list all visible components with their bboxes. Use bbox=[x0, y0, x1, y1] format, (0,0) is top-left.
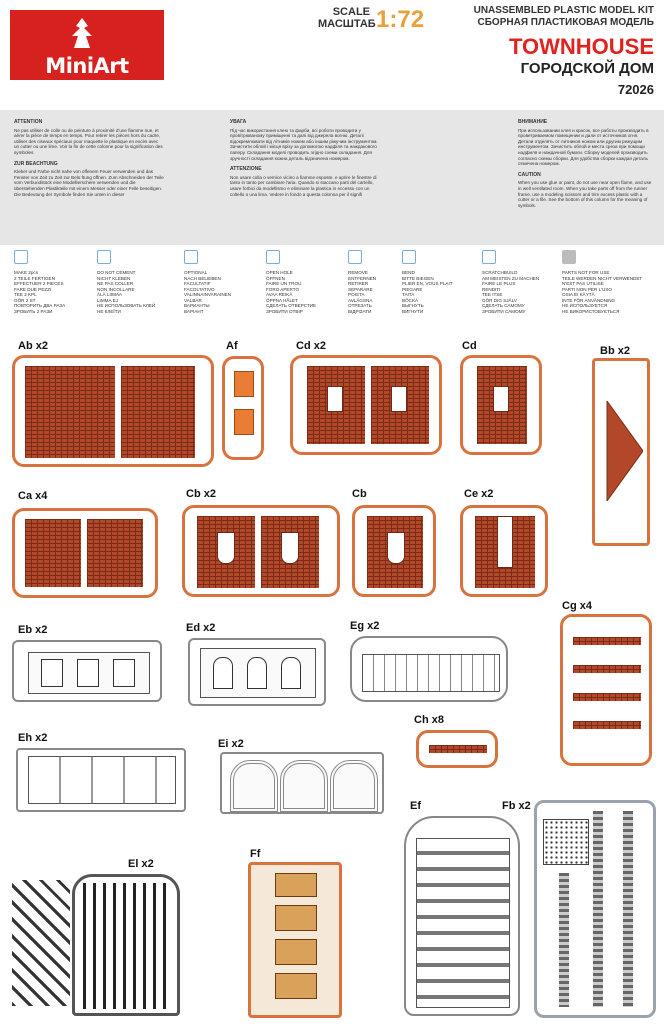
symbols-legend bbox=[0, 250, 664, 330]
sprue-label: Bb x2 bbox=[600, 345, 630, 357]
symbol-item bbox=[402, 250, 472, 314]
arch-part bbox=[280, 760, 328, 812]
gable-part bbox=[599, 401, 643, 501]
notice-text: Ne pas utiliser de colle ou de peinture à proximité d'une flamme nue, et aérer la pièce de temps en temps. Pour retirer les pièces hors du cadre, utiliser des ciseaux spéciaux pour maquette le plastique en excès avec un cutter ou une lime. Voir la fin de cette colonne pour la signification des symboles bbox=[14, 127, 163, 155]
window-frame-part bbox=[28, 652, 150, 694]
notice-heading: ZUR BEACHTUNG bbox=[14, 160, 58, 167]
sprue-cd bbox=[460, 355, 542, 455]
ledge-part bbox=[573, 637, 641, 645]
wall-part bbox=[371, 366, 429, 444]
sprue-eh bbox=[16, 748, 186, 812]
kit-title-en: UNASSEMBLED PLASTIC MODEL KIT bbox=[473, 5, 654, 16]
wall-part bbox=[25, 519, 81, 587]
logo-figure-icon bbox=[62, 16, 102, 50]
kit-title bbox=[450, 5, 654, 29]
loose-part bbox=[12, 880, 70, 1006]
notice-col-3 bbox=[518, 120, 654, 208]
sprue-label: Ab x2 bbox=[18, 340, 48, 352]
sill-part bbox=[429, 745, 487, 753]
symbol-item bbox=[97, 250, 167, 314]
sprue-ab bbox=[12, 355, 214, 467]
notice-heading: ATTENTION bbox=[14, 119, 43, 125]
scale-value: 1:72 bbox=[376, 6, 425, 33]
notice-band bbox=[0, 110, 664, 245]
sprue-label: Fb x2 bbox=[502, 800, 531, 812]
door-part bbox=[275, 873, 317, 897]
sprue-af bbox=[222, 356, 264, 460]
wall-part bbox=[25, 366, 115, 458]
sprue-cg bbox=[560, 614, 652, 766]
miniart-logo bbox=[10, 10, 164, 80]
symbol-item bbox=[266, 250, 336, 314]
symbol-label: OPTIONAL NACH BELIEBEN FACULTATIF FACOLTATIVO VALINNAINVARAINEN VALBAR ВАРИАНТЫ ВАРІАНТ bbox=[184, 270, 232, 314]
no-cement-icon bbox=[97, 250, 111, 264]
sprue-bb bbox=[592, 358, 650, 546]
window-frame-part bbox=[200, 648, 316, 698]
wall-part bbox=[121, 366, 195, 458]
sprue-label: Eb x2 bbox=[18, 624, 48, 636]
sprue-label: Cd x2 bbox=[296, 340, 326, 352]
logo-text: MiniArt bbox=[45, 54, 129, 78]
sprue-ch bbox=[416, 730, 498, 768]
wall-part bbox=[87, 519, 143, 587]
part bbox=[234, 409, 254, 435]
open-hole-icon bbox=[266, 250, 280, 264]
sprue-ff bbox=[248, 862, 342, 1018]
sprue-label: Ff bbox=[250, 848, 261, 860]
rail-part bbox=[559, 873, 569, 1007]
sprue-cb-x2 bbox=[182, 505, 340, 597]
not-for-use-icon bbox=[562, 250, 576, 264]
grille-part bbox=[543, 819, 589, 865]
rail-part bbox=[623, 811, 633, 1007]
sprue-label: Ef bbox=[410, 800, 421, 812]
wall-part bbox=[367, 516, 423, 588]
sprue-label: El x2 bbox=[128, 858, 154, 870]
ledge-part bbox=[573, 665, 641, 673]
sprue-label: Cg x4 bbox=[562, 600, 592, 612]
sprue-label: Ed x2 bbox=[186, 622, 216, 634]
door-part bbox=[275, 905, 317, 931]
kit-title-ru: СБОРНАЯ ПЛАСТИКОВАЯ МОДЕЛЬ bbox=[477, 17, 654, 28]
sprue-label: Cd bbox=[462, 340, 477, 352]
notice-text: Non usare colla o vernice vicino a fiamme esposte. e aprire le finestre di tanto in tanto per cambiare l'aria. Quando si staccano parti del cartello, usare forbici da modellismo e eliminare la plastica in eccesso con un coltello o una lima. Vedere in fondo a questa colonna per il signifi bbox=[230, 174, 377, 197]
door-part bbox=[275, 939, 317, 965]
notice-heading: ATTENZIONE bbox=[230, 166, 262, 173]
sprue-label: Eh x2 bbox=[18, 732, 48, 744]
frieze-part bbox=[362, 654, 500, 692]
scratchbuild-icon bbox=[482, 250, 496, 264]
symbol-label: REMOVE ENTFERNEN RETIRER SEPARARE POISTA AVLÄGSNA ОТРЕЗАТЬ ВІДРІЗАТИ bbox=[348, 270, 377, 314]
arch-part bbox=[330, 760, 378, 812]
sprue-label: Cb x2 bbox=[186, 488, 216, 500]
sprue-ei bbox=[220, 752, 384, 814]
kit-name-en: TOWNHOUSE bbox=[508, 34, 654, 59]
sprue-eb bbox=[12, 640, 162, 702]
optional-icon bbox=[184, 250, 198, 264]
wall-part bbox=[197, 516, 255, 588]
notice-heading: CAUTION bbox=[518, 171, 541, 178]
railing-part bbox=[416, 838, 510, 1008]
symbol-label: MAKE 2pcs 2 TEILE FERTIGEN EFFECTUER 2 PIECES FARE DUE PEZZI TEE 2 KPL GÖR 2 ST ПОВТОРИТЬ ДВА РАЗА ЗРОБИТЬ 2 РАЗИ bbox=[14, 270, 66, 314]
door-part bbox=[275, 973, 317, 999]
scale-label: SCALE МАСШТАБ bbox=[318, 6, 376, 30]
symbol-item bbox=[562, 250, 662, 314]
symbol-label: OPEN HOLE ÖFFNEN FAIRE UN TROU FORO APERTO AVAA REIKÄ ÖPPNA HÅLET СДЕЛАТЬ ОТВЕРСТИЕ ЗРОБИТИ ОТВІР bbox=[266, 270, 317, 314]
notice-text: Kleber und Farbe nicht nahe von offenem Feuer verwenden und das Fenster von Zeit zu Zeit zur Belü ftung öffnen. Zum Abschneiden der Teile vom Verbundstück eine Modellierschere verwenden und die überstehenden Plastikteile mit einem Messer oder einer Feile beseitigen. Die Bedeutung der Symbole finden Sie unten in dieser bbox=[14, 169, 164, 197]
rail-part bbox=[83, 883, 169, 1009]
sprue-eg bbox=[350, 636, 508, 702]
symbol-label: DO NOT CEMENT NICHT KLEBEN NE PAS COLLER NON INCOLLARE ÄLÄ LIIMAA LIMMA EJ НЕ ИСПОЛЬЗОВАТЬ КЛЕЙ НЕ КЛЕЇТИ bbox=[97, 270, 156, 314]
sprue-cd-x2 bbox=[290, 355, 442, 455]
symbol-label: SCRATCHBUILD AM MEISTEN ZU MACHEN FAIRE LE PLUS RENDITI TEE ITSE GÖR DIG SJÄLV СДЕЛАТЬ САМОМУ ЗРОБИТИ САМОМУ bbox=[482, 270, 540, 314]
window-surround-part bbox=[28, 756, 176, 804]
notice-heading: УВАГА bbox=[230, 119, 247, 125]
symbol-item bbox=[184, 250, 254, 314]
bend-icon bbox=[402, 250, 416, 264]
symbol-label: BEND BITTE BIEGEN PLIER EN, VOUS PLAIT PIEGARE TAITA BÖCKA ВЫГНУТЬ ВИГНУТИ bbox=[402, 270, 453, 314]
sprue-label: Eg x2 bbox=[350, 620, 380, 632]
notice-text: When you use glue or paint, do not use near open flame, and use in well ventilated room. When you take parts off from the runner frame, use a modeling scissors and trim excess plastic with a cutter or a file. See the bottom of this column for the meaning of symbols. bbox=[518, 180, 652, 208]
ledge-part bbox=[573, 721, 641, 729]
symbol-label: PARTS NOT FOR USE TEILE WERDEN NICHT VERWENDET N'EST PAS UTILISE PARTI NON PER L'USO OSIA EI KÄYTÄ INTE FÖR ANVÄNDNING НЕ ИСПОЛЬЗУЕТСЯ НЕ ВИКОРИСТОВУЄТЬСЯ bbox=[562, 270, 643, 314]
notice-col-2 bbox=[230, 120, 380, 197]
sprue-ca bbox=[12, 508, 158, 598]
wall-part bbox=[477, 366, 527, 444]
part bbox=[234, 371, 254, 397]
sprue-label: Af bbox=[226, 340, 238, 352]
sprue-label: Cb bbox=[352, 488, 367, 500]
sprue-cb bbox=[352, 505, 436, 597]
rail-part bbox=[593, 811, 603, 1007]
wall-part bbox=[261, 516, 319, 588]
sprue-ce bbox=[460, 505, 548, 597]
sprue-label: Ei x2 bbox=[218, 738, 244, 750]
sprue-ef bbox=[404, 816, 520, 1016]
wall-part bbox=[475, 516, 535, 588]
notice-col-1 bbox=[14, 120, 164, 197]
sprue-fb bbox=[534, 800, 656, 1018]
arch-part bbox=[230, 760, 278, 812]
kit-number: 72026 bbox=[617, 82, 654, 97]
remove-icon bbox=[348, 250, 362, 264]
notice-heading: ВНИМАНИЕ bbox=[518, 119, 548, 125]
ledge-part bbox=[573, 693, 641, 701]
sprue-el bbox=[72, 874, 180, 1016]
sprue-label: Ca x4 bbox=[18, 490, 48, 502]
symbol-item bbox=[482, 250, 552, 314]
notice-text: При использовании клея и красок, все работы производить в проветриваемом помещении и дали от источников огня. Детали отделять от литников ножом или другим режущим инструментом. Зачистить облой и места среза при помощи надфиля и наждачной бумаги. Сборку моделей производить согласно схемы сборки. Для удобства сборки каждая деталь отмечена номером. bbox=[518, 127, 649, 167]
kit-name-ru: ГОРОДСКОЙ ДОМ bbox=[520, 60, 654, 77]
sprue-label: Ch x8 bbox=[414, 714, 444, 726]
two-pieces-icon bbox=[14, 250, 28, 264]
symbol-item bbox=[14, 250, 84, 314]
wall-part bbox=[307, 366, 365, 444]
notice-text: Під час використання клею та фарби, всі роботи проводити у провітрюваному приміщенні та далі від джерела вогню. Деталі відокремлювати від літників ножем або іншим ріжучим інструментом. Зачистити облой і місця врізу за допомогою надфіля та наждакового паперу. Складання моделі проводить згідно схеми складання. Для зручності складання кожна деталь відзначена номером. bbox=[230, 127, 378, 161]
sprue-ed bbox=[188, 638, 326, 706]
sprue-label: Ce x2 bbox=[464, 488, 494, 500]
